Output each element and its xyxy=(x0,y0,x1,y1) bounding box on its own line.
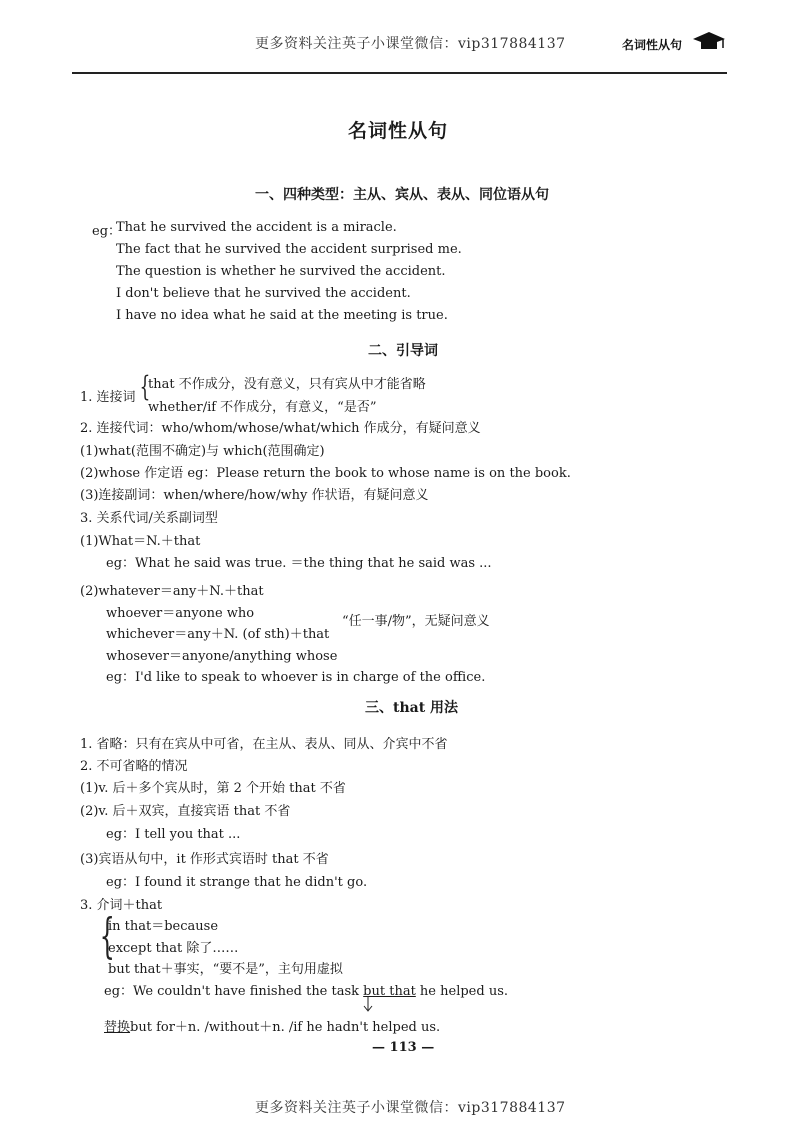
item-line: except that 除了…… xyxy=(108,941,239,956)
item-line: 3. 介词＋that xyxy=(80,898,163,913)
item-line: (3)宾语从句中，it 作形式宾语时 that 不省 xyxy=(80,852,329,867)
note: “任一事/物”，无疑问意义 xyxy=(342,614,490,629)
example-line: eg：I'd like to speak to whoever is in charge of the office. xyxy=(106,670,486,685)
item-line: (2)v. 后＋双宾，直接宾语 that 不省 xyxy=(80,804,291,819)
page-number: — 113 — xyxy=(372,1040,435,1055)
item-line: 2. 连接代词：who/whom/whose/what/which 作成分，有疑问意义 xyxy=(80,421,481,436)
running-head: 名词性从句 xyxy=(622,38,683,52)
replace-label: 替换 xyxy=(104,1020,131,1035)
item-line: whether/if 不作成分，有意义，“是否” xyxy=(148,400,377,415)
underlined-phrase: but that xyxy=(363,984,416,999)
replacement-text: but for＋n. /without＋n. /if he hadn't helped us. xyxy=(130,1020,441,1035)
item-line: (2)whose 作定语 eg：Please return the book to whose name is on the book. xyxy=(80,466,571,481)
example-line: eg：I tell you that ... xyxy=(106,827,241,842)
section-heading-1: 一、四种类型：主从、宾从、表从、同位语从句 xyxy=(255,187,549,203)
item-line: (1)v. 后＋多个宾从时，第 2 个开始 that 不省 xyxy=(80,781,346,796)
item-line: (2)whatever＝any＋N.＋that xyxy=(80,584,264,599)
item-label: 1. 连接词 xyxy=(80,390,136,405)
item-line: (3)连接副词：when/where/how/why 作状语，有疑问意义 xyxy=(80,488,429,503)
item-line: whoever＝anyone who xyxy=(106,606,255,621)
section-heading-2: 二、引导词 xyxy=(368,343,438,359)
example-line: I don't believe that he survived the accident. xyxy=(116,286,411,301)
item-line: that 不作成分，没有意义，只有宾从中才能省略 xyxy=(148,377,426,392)
down-arrow-icon xyxy=(362,997,374,1013)
item-line: (1)What＝N.＋that xyxy=(80,534,201,549)
item-line: whosever＝anyone/anything whose xyxy=(106,649,338,664)
example-text: eg：We couldn't have finished the task xyxy=(104,984,364,999)
example-line: That he survived the accident is a miracle. xyxy=(116,220,397,235)
example-line: eg：What he said was true. ＝the thing that he said was ... xyxy=(106,556,492,571)
item-line: but that＋事实，“要不是”，主句用虚拟 xyxy=(108,962,343,977)
item-line: in that＝because xyxy=(108,919,219,934)
header-rule xyxy=(72,72,727,74)
example-text: he helped us. xyxy=(415,984,508,999)
example-line: The fact that he survived the accident surprised me. xyxy=(116,242,462,257)
watermark-bottom: 更多资料关注英子小课堂微信：vip317884137 xyxy=(255,1100,566,1116)
section-heading-3: 三、that 用法 xyxy=(365,700,459,716)
brace: { xyxy=(139,370,151,403)
example-line: eg：I found it strange that he didn't go. xyxy=(106,875,368,890)
page-title: 名词性从句 xyxy=(348,120,449,142)
example-line: I have no idea what he said at the meeting is true. xyxy=(116,308,448,323)
watermark-top: 更多资料关注英子小课堂微信：vip317884137 xyxy=(255,36,566,52)
example-line xyxy=(104,980,508,999)
item-line: whichever＝any＋N. (of sth)＋that xyxy=(106,627,330,642)
graduation-cap-icon xyxy=(692,30,726,52)
item-line: 3. 关系代词/关系副词型 xyxy=(80,511,218,526)
replacement-line xyxy=(104,1016,440,1035)
item-line: 2. 不可省略的情况 xyxy=(80,759,188,774)
item-line: 1. 省略：只有在宾从中可省，在主从、表从、同从、介宾中不省 xyxy=(80,737,448,752)
item-line: (1)what(范围不确定)与 which(范围确定) xyxy=(80,444,325,459)
brace: { xyxy=(99,908,115,964)
eg-label: eg： xyxy=(92,224,122,239)
example-line: The question is whether he survived the accident. xyxy=(116,264,446,279)
